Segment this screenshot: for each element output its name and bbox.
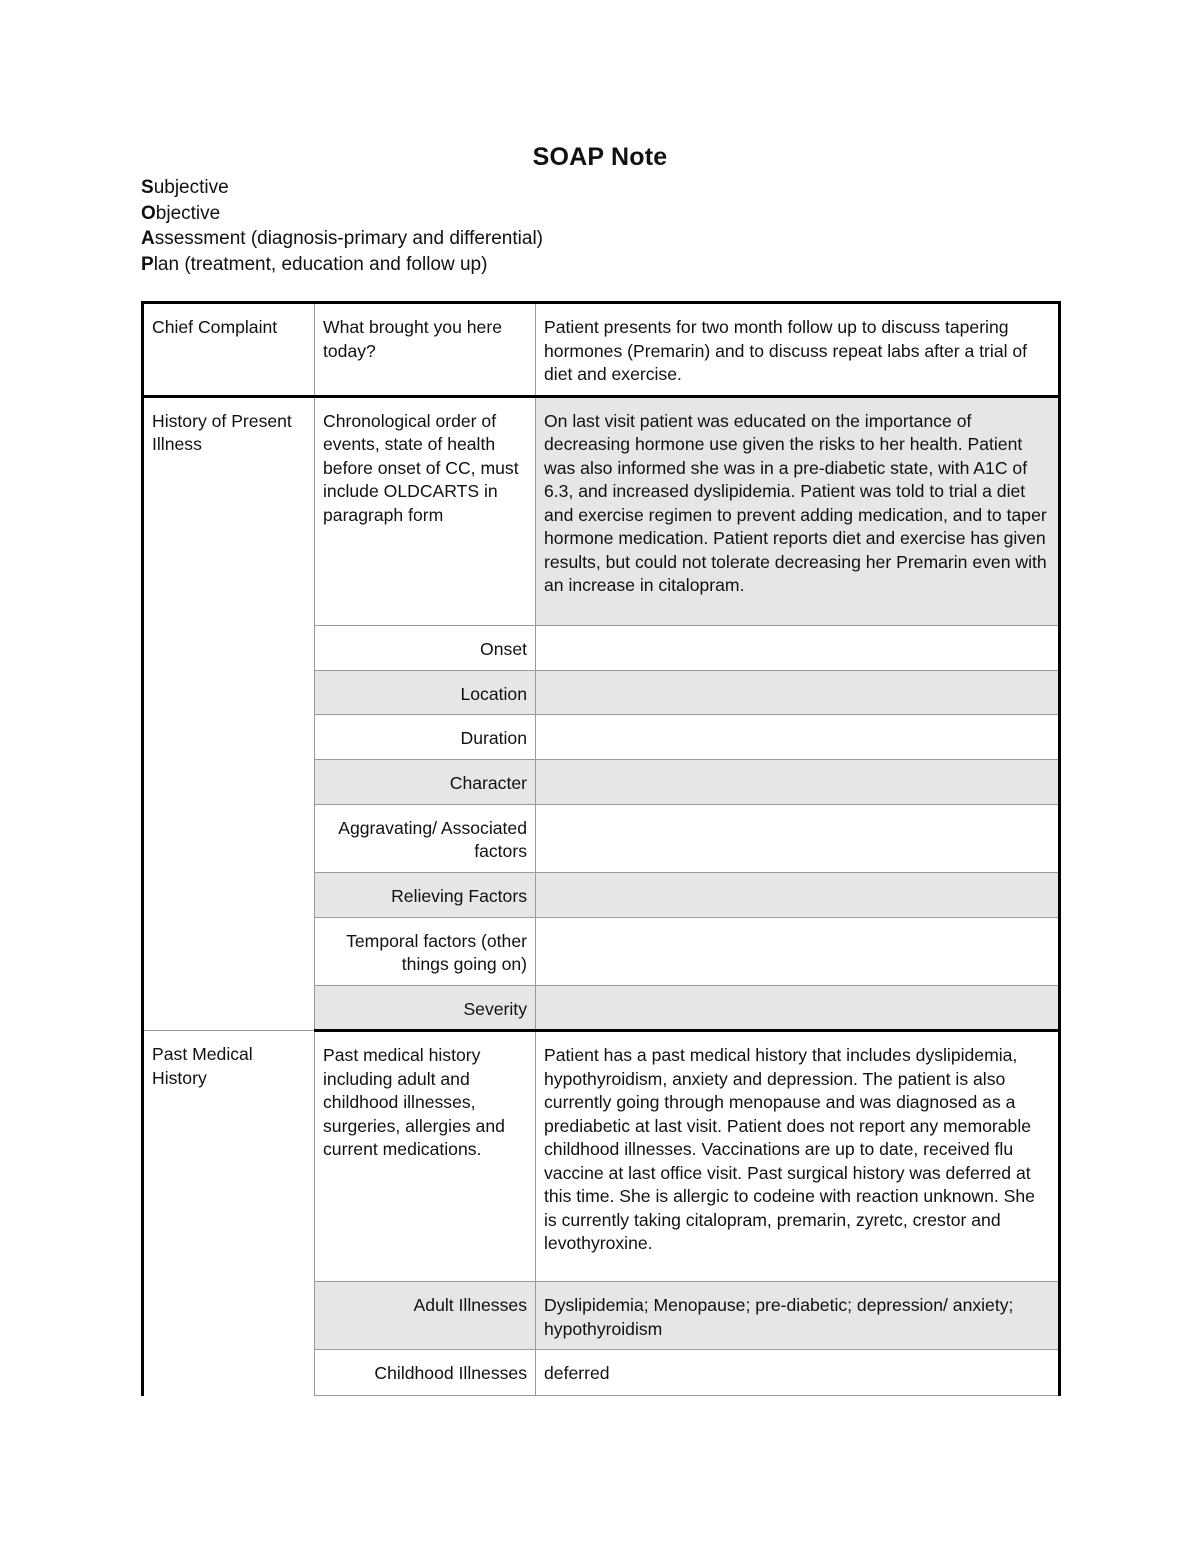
temporal-value[interactable] bbox=[536, 917, 1060, 985]
chief-complaint-label: Chief Complaint bbox=[143, 303, 315, 397]
aggravating-label: Aggravating/ Associated factors bbox=[315, 804, 536, 872]
hpi-row bbox=[143, 396, 1060, 625]
page-title: SOAP Note bbox=[532, 143, 668, 171]
severity-value[interactable] bbox=[536, 985, 1060, 1031]
hpi-value: On last visit patient was educated on the importance of decreasing hormone use given the risks to her health. Patient was also informed she was in a pre-diabetic state, with A1C of 6.3, and increased dyslipidemia. Patient was told to trial a diet and exercise regimen to prevent adding medication, and to taper hormone medication. Patient reports diet and exercise has given results, but could not tolerate decreasing her Premarin even with an increase in citalopram. bbox=[536, 396, 1060, 625]
legend-objective: Objective bbox=[141, 202, 221, 224]
duration-value[interactable] bbox=[536, 715, 1060, 760]
legend-subjective: Subjective bbox=[141, 177, 229, 198]
chief-complaint-prompt: What brought you here today? bbox=[315, 303, 536, 397]
adult-illnesses-value: Dyslipidemia; Menopause; pre-diabetic; depression/ anxiety; hypothyroidism bbox=[536, 1282, 1060, 1350]
hpi-label: History of Present Illness bbox=[143, 396, 315, 1031]
soap-legend bbox=[141, 175, 543, 277]
aggravating-value[interactable] bbox=[536, 804, 1060, 872]
chief-complaint-row bbox=[143, 303, 1060, 397]
onset-value[interactable] bbox=[536, 625, 1060, 670]
onset-label: Onset bbox=[315, 625, 536, 670]
soap-table bbox=[141, 301, 1061, 1396]
chief-complaint-value: Patient presents for two month follow up to discuss tapering hormones (Premarin) and to discuss repeat labs after a trial of diet and exercise. bbox=[536, 303, 1060, 397]
pmh-label: Past Medical History bbox=[143, 1031, 315, 1396]
location-label: Location bbox=[315, 670, 536, 715]
legend-plan: Plan (treatment, education and follow up) bbox=[141, 253, 488, 275]
pmh-row bbox=[143, 1031, 1060, 1282]
adult-illnesses-label: Adult Illnesses bbox=[315, 1282, 536, 1350]
severity-label: Severity bbox=[315, 985, 536, 1031]
childhood-illnesses-value: deferred bbox=[536, 1350, 1060, 1396]
childhood-illnesses-label: Childhood Illnesses bbox=[315, 1350, 536, 1396]
character-label: Character bbox=[315, 760, 536, 805]
hpi-prompt: Chronological order of events, state of health before onset of CC, must include OLDCARTS in paragraph form bbox=[315, 396, 536, 625]
pmh-value: Patient has a past medical history that includes dyslipidemia, hypothyroidism, anxiety and depression. The patient is also currently going through menopause and was diagnosed as a prediabetic at last visit. Patient does not report any memorable childhood illnesses. Vaccinations are up to date, received flu vaccine at last office visit. Past surgical history was deferred at this time. She is allergic to codeine with reaction unknown. She is currently taking citalopram, premarin, zyretc, crestor and levothyroxine. bbox=[536, 1031, 1060, 1282]
pmh-prompt: Past medical history including adult and childhood illnesses, surgeries, allergies and current medications. bbox=[315, 1031, 536, 1282]
duration-label: Duration bbox=[315, 715, 536, 760]
temporal-label: Temporal factors (other things going on) bbox=[315, 917, 536, 985]
relieving-label: Relieving Factors bbox=[315, 872, 536, 917]
location-value[interactable] bbox=[536, 670, 1060, 715]
relieving-value[interactable] bbox=[536, 872, 1060, 917]
legend-assessment: Assessment (diagnosis-primary and differential) bbox=[141, 228, 543, 249]
character-value[interactable] bbox=[536, 760, 1060, 805]
